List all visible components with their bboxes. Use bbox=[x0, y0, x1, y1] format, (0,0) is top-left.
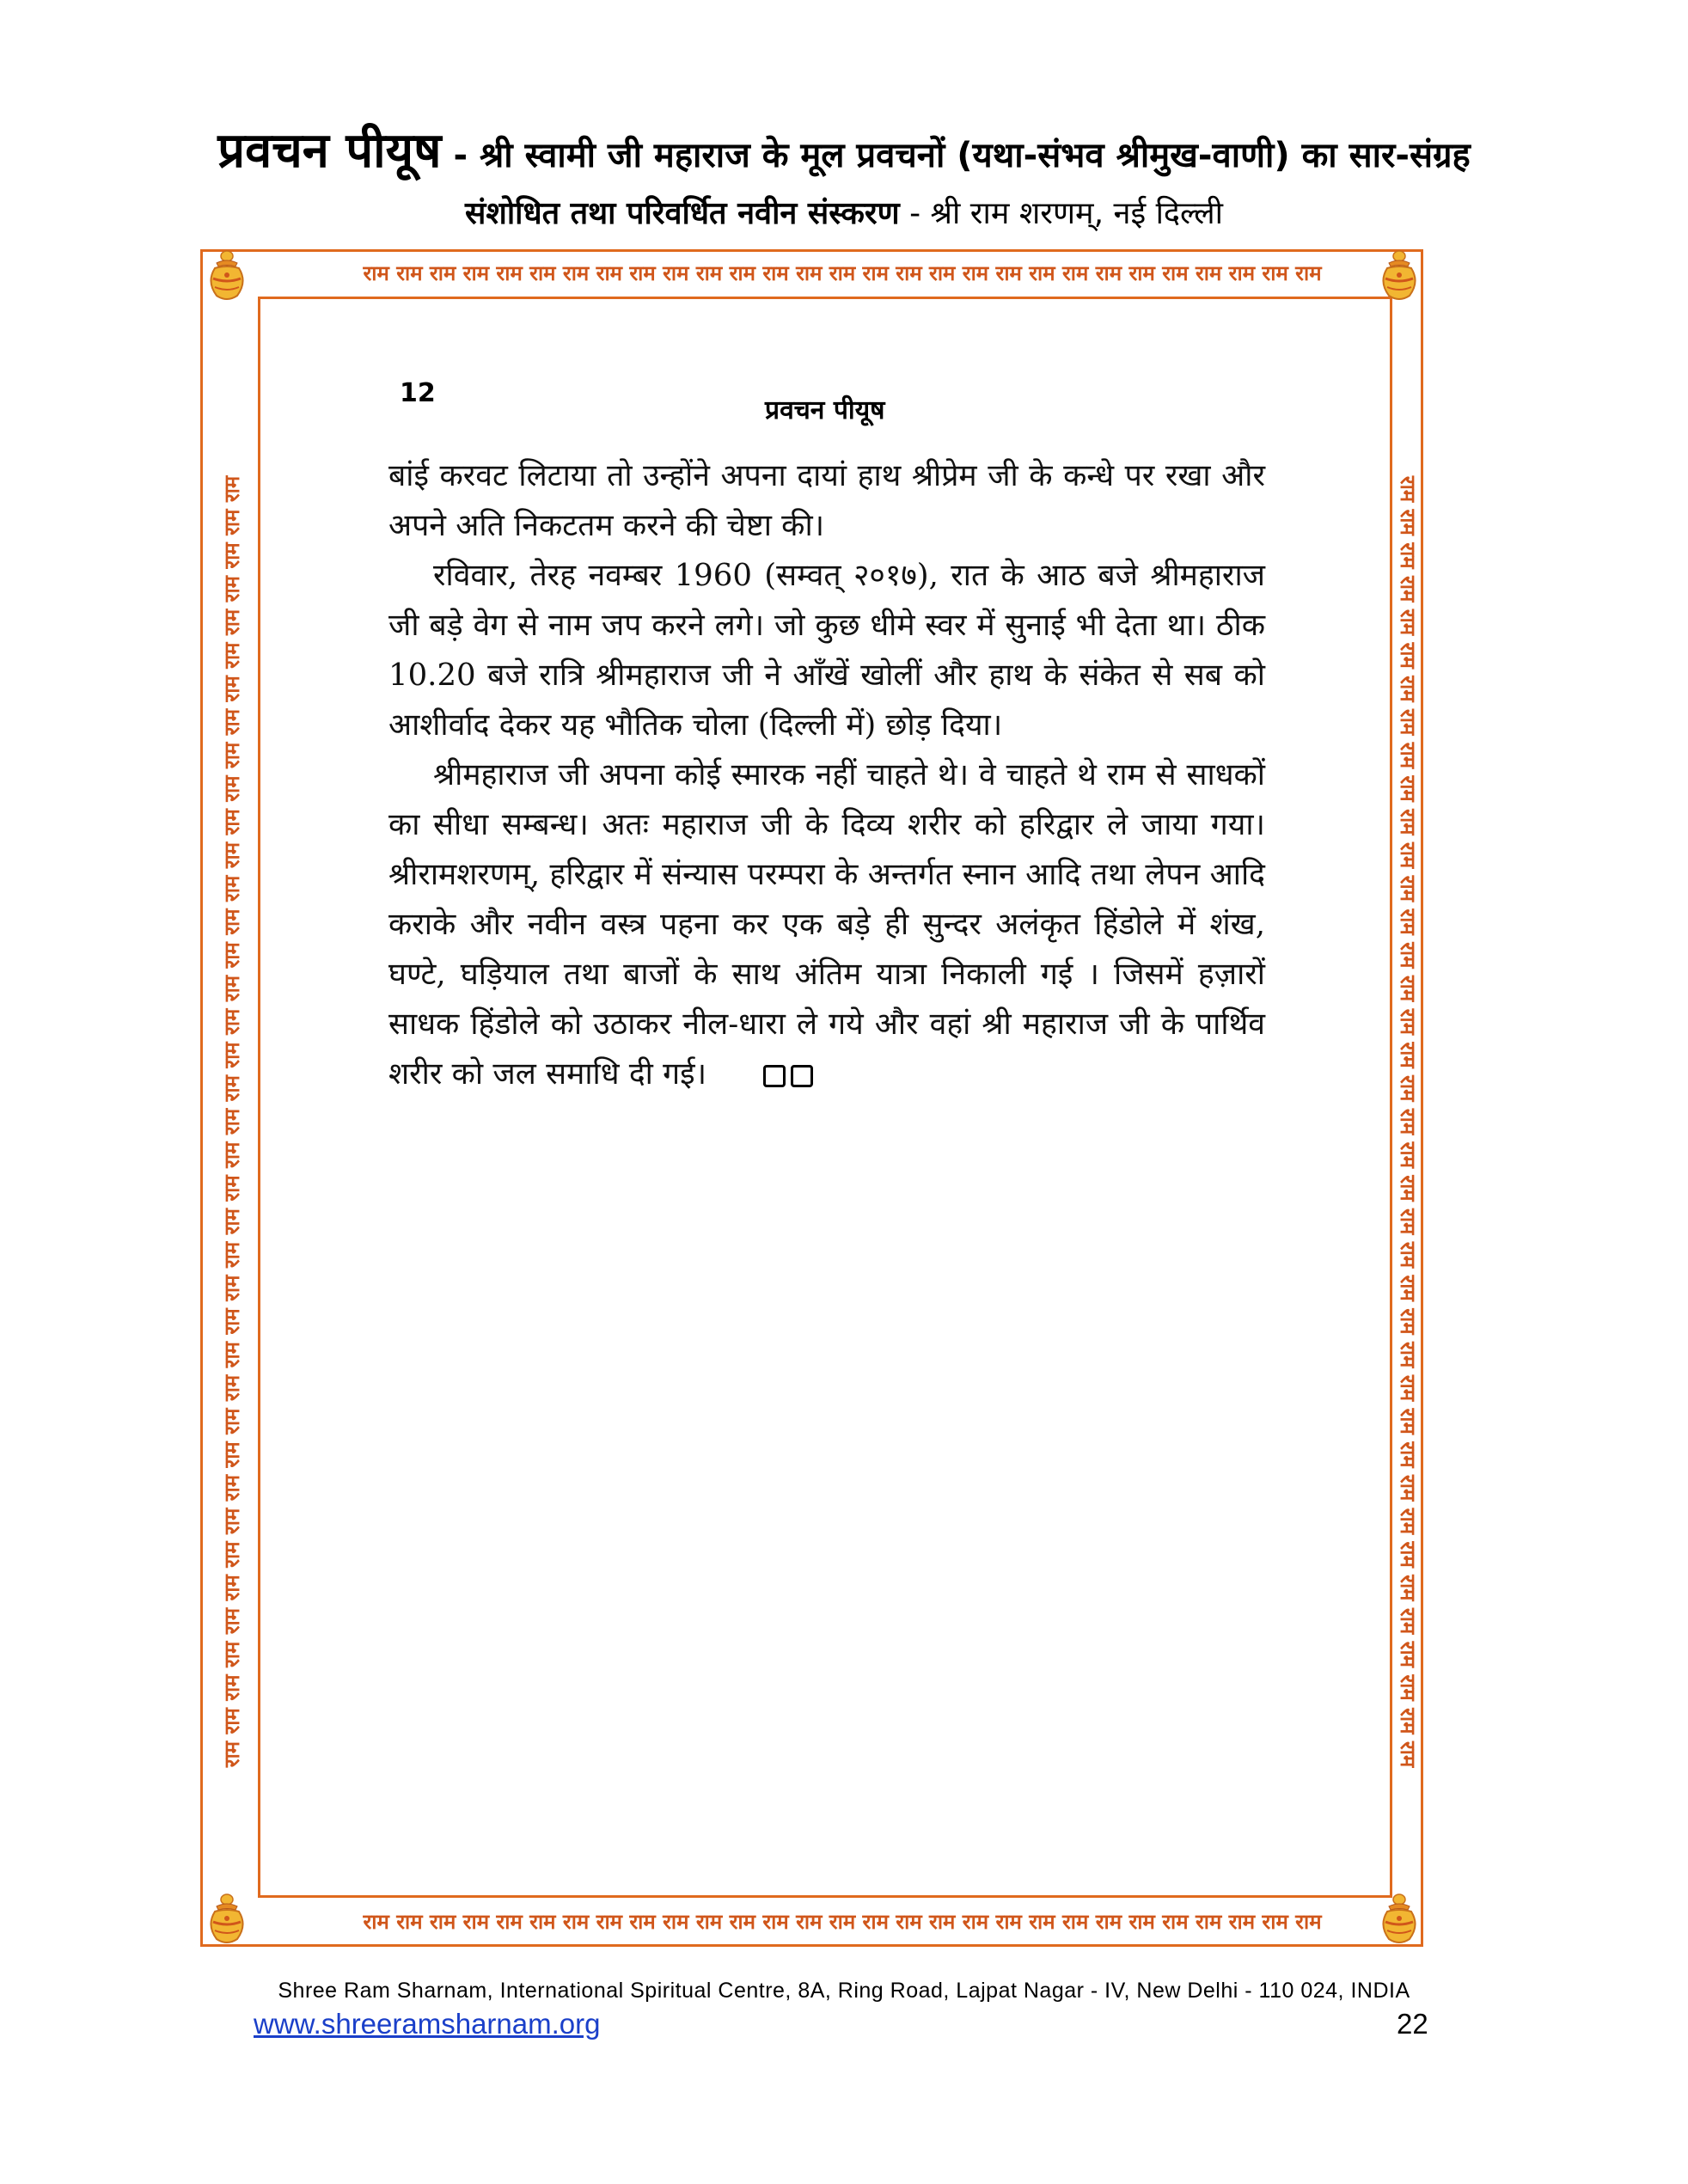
border-left-text: राम राम राम राम राम राम राम राम राम राम राम राम राम राम राम राम राम राम राम राम राम राम राम राम राम राम राम राम राम राम राम राम राम राम राम राम राम राम राम bbox=[220, 475, 244, 1768]
paragraph-3-text: श्रीमहाराज जी अपना कोई स्मारक नहीं चाहते थे। वे चाहते थे राम से साधकों का सीधा सम्बन्ध। अतः महाराज जी के दिव्य शरीर को हरिद्वार ले जाया गया। श्रीरामशरणम्, हरिद्वार में संन्यास परम्परा के अन्तर्गत स्नान आदि तथा लेपन आदि कराके और नवीन वस्त्र पहना कर एक बड़े ही सुन्दर अलंकृत हिंडोले में शंख, घण्टे, घड़ियाल तथा बाजों के साथ अंतिम यात्रा निकाली गई । जिसमें हज़ारों साधक हिंडोले को उठाकर नील-धारा ले गये और वहां श्री महाराज जी के पार्थिव शरीर को जल समाधि दी गई। bbox=[388, 757, 1265, 1092]
kalash-icon bbox=[1372, 1893, 1427, 1948]
kalash-icon bbox=[199, 1893, 254, 1948]
scan-running-head: प्रवचन पीयूष bbox=[765, 395, 885, 425]
scan-body-text bbox=[388, 451, 1265, 1099]
border-bottom-text: राम राम राम राम राम राम राम राम राम राम राम राम राम राम राम राम राम राम राम राम राम राम राम राम राम राम राम राम राम bbox=[363, 1910, 1322, 1934]
subtitle-rest: - श्री राम शरणम्, नई दिल्ली bbox=[909, 196, 1223, 231]
title-rest: - श्री स्वामी जी महाराज के मूल प्रवचनों (यथा-संभव श्रीमुख-वाणी) का सार-संग्रह bbox=[453, 136, 1471, 175]
paragraph-1: बांई करवट लिटाया तो उन्होंने अपना दायां हाथ श्रीप्रेम जी के कन्धे पर रखा और अपने अति निकटतम करने की चेष्टा की। bbox=[388, 458, 1265, 543]
kalash-icon bbox=[199, 249, 254, 304]
website-link[interactable]: www.shreeramsharnam.org bbox=[254, 2008, 601, 2040]
border-top-text: राम राम राम राम राम राम राम राम राम राम राम राम राम राम राम राम राम राम राम राम राम राम राम राम राम राम राम राम राम bbox=[363, 261, 1322, 285]
subtitle-bold: संशोधित तथा परिवर्धित नवीन संस्करण bbox=[465, 196, 900, 231]
page-title bbox=[0, 116, 1688, 181]
border-right-text: राम राम राम राम राम राम राम राम राम राम राम राम राम राम राम राम राम राम राम राम राम राम राम राम राम राम राम राम राम राम राम राम राम राम राम राम राम राम राम bbox=[1396, 475, 1420, 1768]
paragraph-2: रविवार, तेरह नवम्बर 1960 (सम्वत् २०१७), रात के आठ बजे श्रीमहाराज जी बड़े वेग से नाम जप करने लगे। जो कुछ धीमे स्वर में सुनाई भी देता था। ठीक 10.20 बजे रात्रि श्रीमहाराज जी ने आँखें खोलीं और हाथ के संकेत से सब को आशीर्वाद देकर यह भौतिक चोला (दिल्ली में) छोड़ दिया। bbox=[388, 558, 1265, 743]
footer-address: Shree Ram Sharnam, International Spiritual Centre, 8A, Ring Road, Lajpat Nagar - IV, New Delhi - 110 024, INDIA bbox=[278, 1979, 1410, 2003]
scan-page-number: 12 bbox=[400, 378, 436, 408]
double-box-icon bbox=[758, 1056, 813, 1092]
title-main: प्रवचन पीयूष bbox=[217, 123, 442, 179]
page-subtitle bbox=[0, 191, 1688, 233]
paragraph-3 bbox=[388, 750, 1265, 1099]
kalash-icon bbox=[1372, 249, 1427, 304]
page-number: 22 bbox=[1397, 2008, 1428, 2040]
